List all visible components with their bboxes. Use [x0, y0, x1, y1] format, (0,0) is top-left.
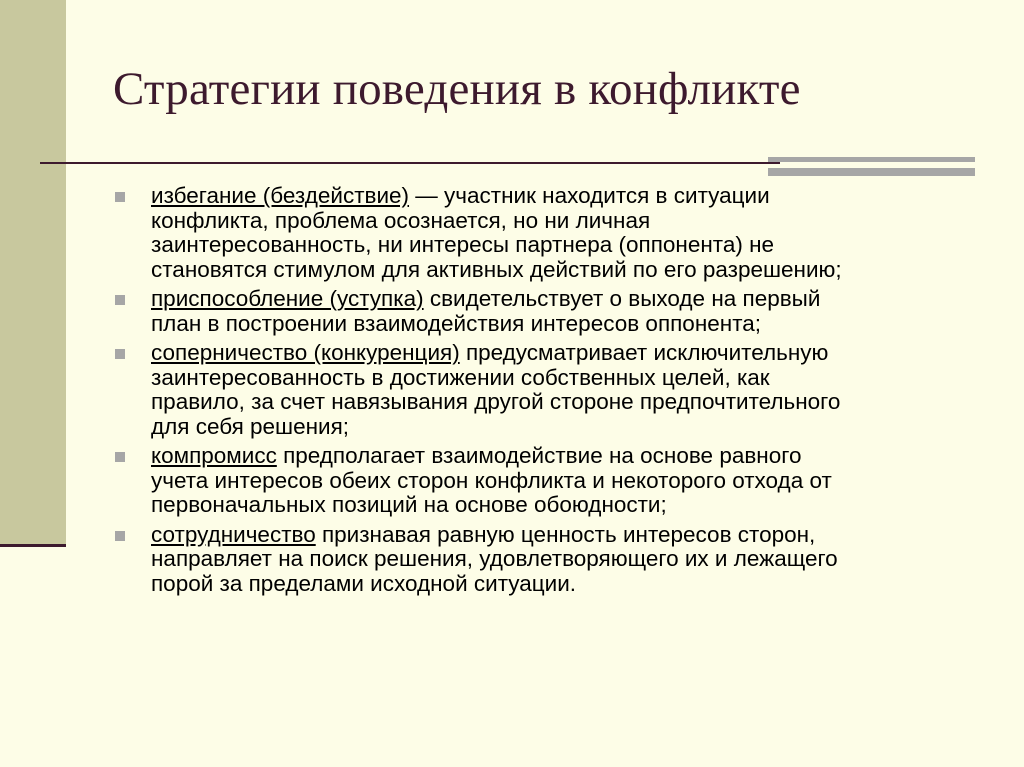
item-line: правило, за счет навязывания другой стороне предпочтительного: [151, 389, 841, 414]
divider-accent-top: [768, 157, 975, 162]
item-line: для себя решения;: [151, 413, 350, 439]
item-line: становятся стимулом для активных действий по его разрешению;: [151, 256, 842, 282]
item-first-line-text: предполагает взаимодействие на основе равного: [276, 443, 802, 468]
item-term: приспособление (уступка): [151, 286, 424, 311]
item-term: сотрудничество: [151, 521, 316, 547]
item-term: компромисс: [151, 443, 277, 468]
item-first-line: [151, 287, 973, 312]
item-line: план в построении взаимодействия интересов оппонента;: [151, 310, 762, 336]
square-bullet-icon: [115, 531, 125, 541]
divider-accent-bottom: [768, 168, 975, 176]
list-item: [113, 523, 973, 597]
left-decor-bar: [0, 0, 66, 546]
item-line: учета интересов обеих сторон конфликта и некоторого отхода от: [151, 467, 832, 493]
item-line: порой за пределами исходной ситуации.: [151, 570, 577, 596]
square-bullet-icon: [115, 349, 125, 359]
item-line: конфликта, проблема осознается, но ни личная: [151, 207, 651, 233]
item-first-line: [151, 341, 973, 366]
item-first-line: [151, 523, 973, 548]
left-decor-line: [0, 544, 66, 547]
square-bullet-icon: [115, 452, 125, 462]
item-first-line-text: признавая равную ценность интересов сторон,: [315, 521, 816, 547]
item-first-line: [151, 184, 973, 209]
square-bullet-icon: [115, 295, 125, 305]
item-first-line-text: свидетельствует о выходе на первый: [423, 286, 821, 311]
list-item: [113, 287, 973, 336]
item-line: направляет на поиск решения, удовлетворяющего их и лежащего: [151, 546, 838, 571]
square-bullet-icon: [115, 192, 125, 202]
slide-title: Стратегии поведения в конфликте: [113, 63, 801, 115]
item-first-line: [151, 444, 973, 469]
item-line: заинтересованность в достижении собственных целей, как: [151, 364, 770, 390]
bullet-list: [113, 184, 973, 601]
list-item: [113, 184, 973, 282]
item-line: первоначальных позиций на основе обоюдности;: [151, 492, 667, 517]
item-term: соперничество (конкуренция): [151, 340, 460, 365]
item-first-line-text: — участник находится в ситуации: [409, 183, 770, 208]
item-first-line-text: предусматривает исключительную: [459, 340, 829, 365]
item-term: избегание (бездействие): [151, 183, 410, 208]
list-item: [113, 444, 973, 518]
title-divider: [40, 162, 780, 164]
item-line: заинтересованность, ни интересы партнера (оппонента) не: [151, 232, 775, 257]
list-item: [113, 341, 973, 439]
